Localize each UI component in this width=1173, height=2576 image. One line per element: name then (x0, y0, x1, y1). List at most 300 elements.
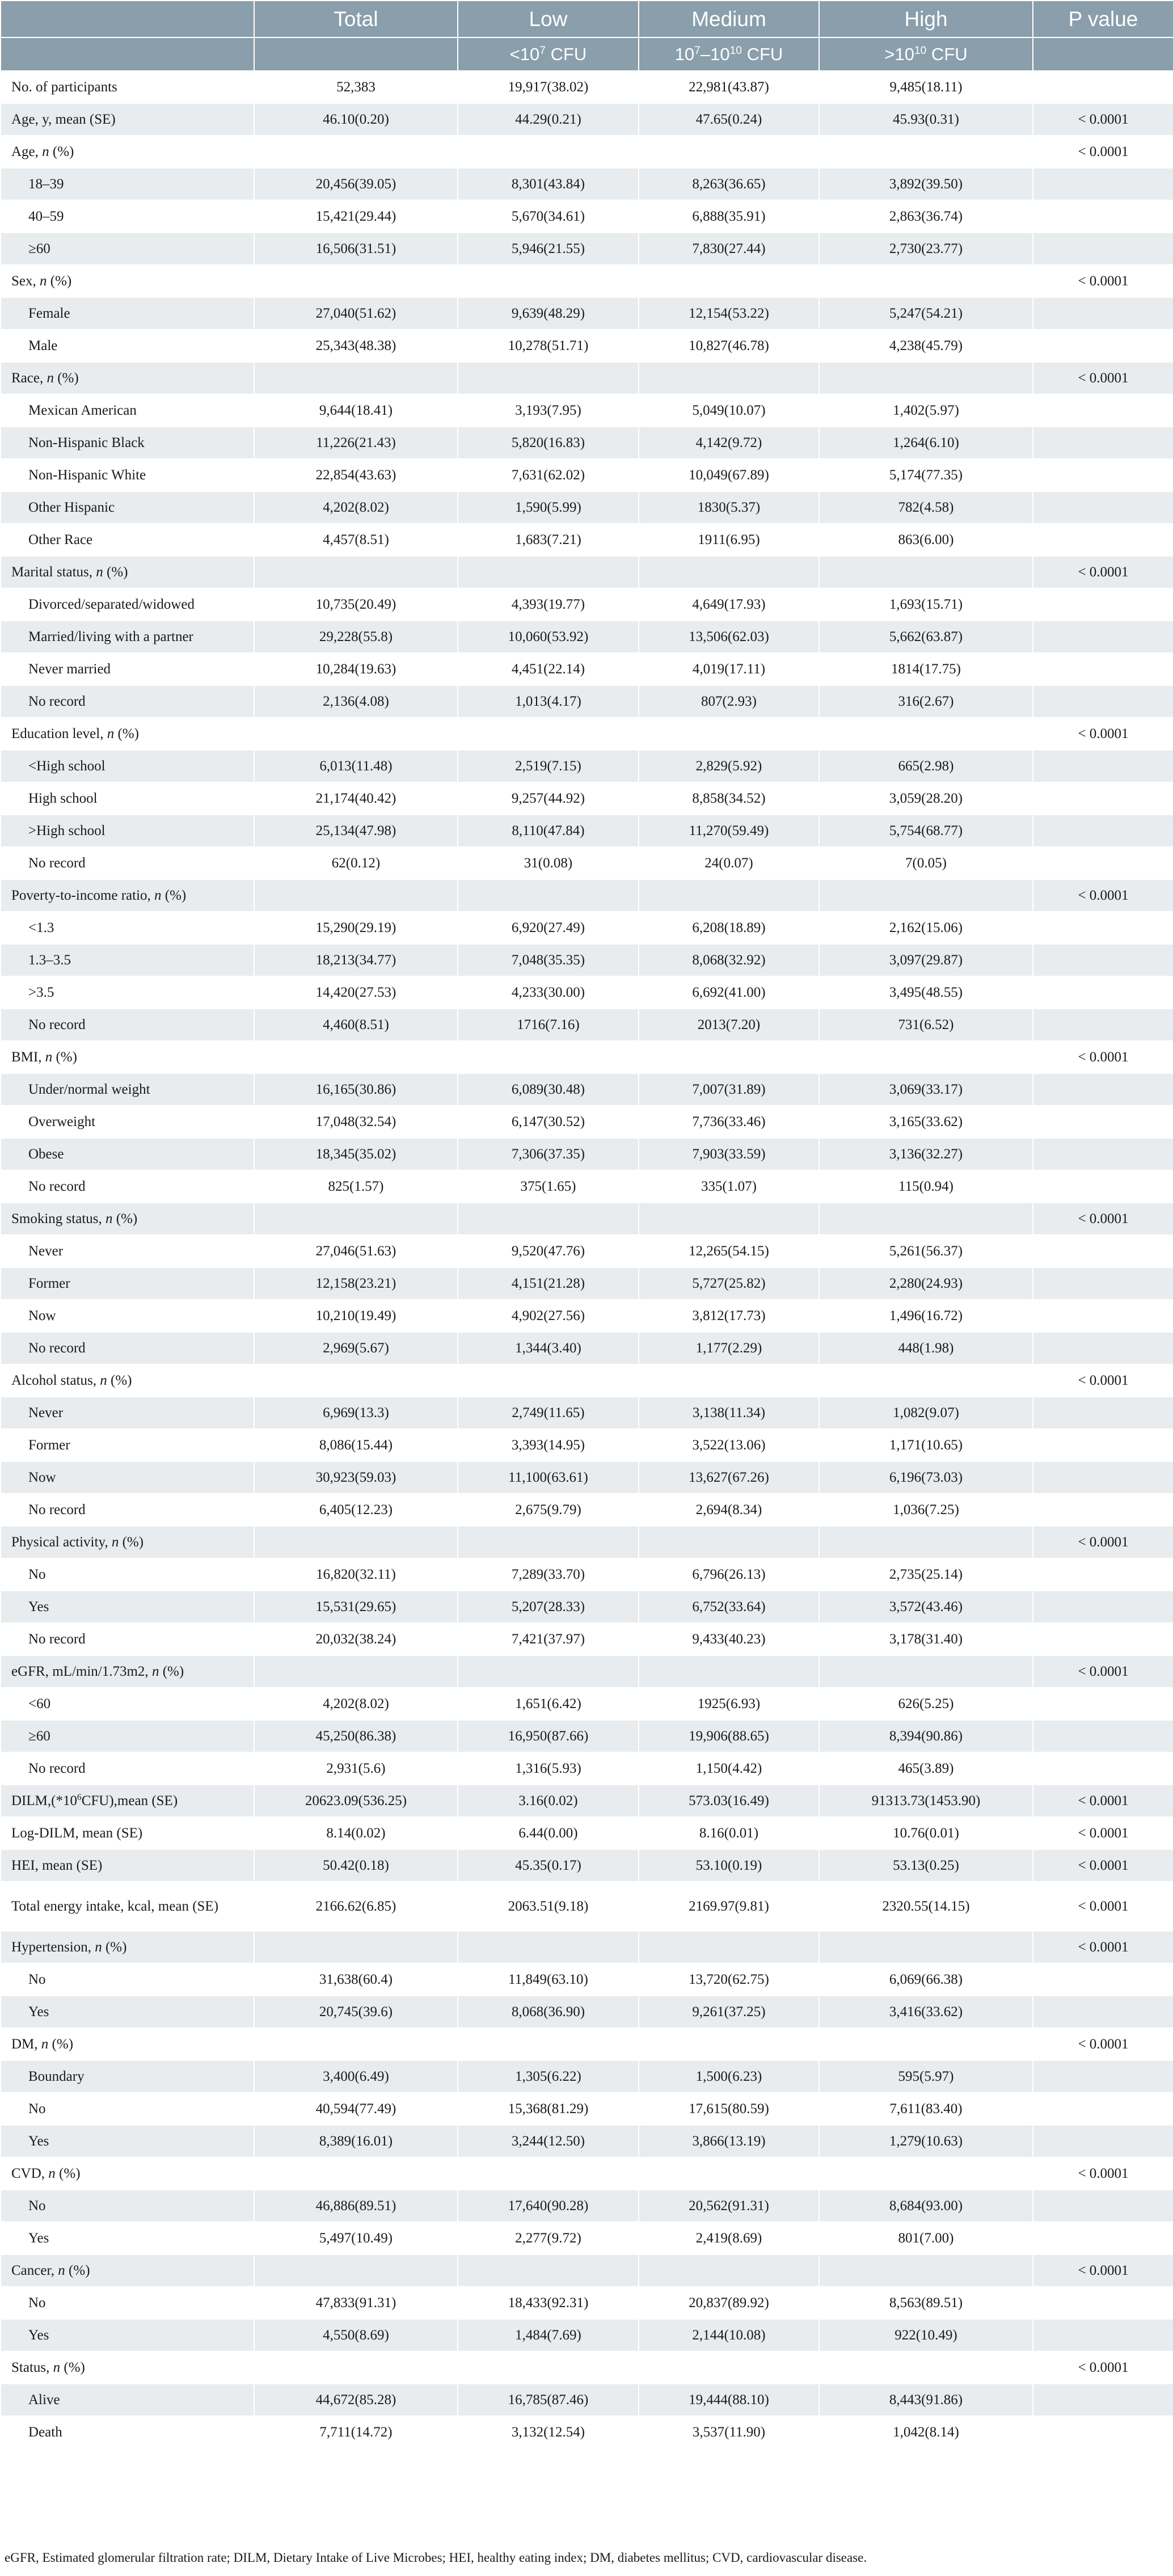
total-cell: 4,550(8.69) (254, 2319, 458, 2351)
high-cell (819, 265, 1033, 297)
header-pvalue: P value (1033, 1, 1173, 37)
medium-cell: 17,615(80.59) (639, 2093, 819, 2125)
low-cell: 3,393(14.95) (458, 1429, 639, 1461)
high-cell: 8,394(90.86) (819, 1720, 1033, 1752)
pvalue-cell (1033, 976, 1173, 1009)
low-cell: 7,306(37.35) (458, 1138, 639, 1170)
medium-cell: 4,649(17.93) (639, 588, 819, 621)
high-cell: 3,165(33.62) (819, 1106, 1033, 1138)
low-cell: 1,651(6.42) (458, 1688, 639, 1720)
medium-cell: 12,265(54.15) (639, 1235, 819, 1267)
pvalue-cell (1033, 1461, 1173, 1494)
table-row (1, 1591, 1173, 1623)
pvalue-cell: < 0.0001 (1033, 1931, 1173, 1963)
pvalue-cell: < 0.0001 (1033, 2157, 1173, 2190)
row-label: HEI, mean (SE) (1, 1849, 254, 1882)
low-cell: 4,451(22.14) (458, 653, 639, 685)
table-row (1, 1688, 1173, 1720)
low-cell: 1,013(4.17) (458, 685, 639, 718)
medium-cell: 807(2.93) (639, 685, 819, 718)
pvalue-cell (1033, 1688, 1173, 1720)
high-cell (819, 1655, 1033, 1688)
pvalue-cell (1033, 1429, 1173, 1461)
high-cell: 316(2.67) (819, 685, 1033, 718)
table-row (1, 912, 1173, 944)
medium-cell: 7,903(33.59) (639, 1138, 819, 1170)
total-cell: 4,202(8.02) (254, 491, 458, 524)
high-cell: 9,485(18.11) (819, 71, 1033, 103)
high-cell (819, 556, 1033, 588)
pvalue-cell (1033, 1963, 1173, 1996)
total-cell: 15,531(29.65) (254, 1591, 458, 1623)
total-cell: 25,343(48.38) (254, 330, 458, 362)
medium-cell: 9,261(37.25) (639, 1996, 819, 2028)
table-row (1, 750, 1173, 782)
row-sublabel: Yes (1, 1591, 254, 1623)
pvalue-cell (1033, 459, 1173, 491)
low-cell: 9,520(47.76) (458, 1235, 639, 1267)
table-row (1, 2319, 1173, 2351)
high-cell: 1,402(5.97) (819, 394, 1033, 427)
total-cell: 29,228(55.8) (254, 621, 458, 653)
pvalue-cell: < 0.0001 (1033, 1203, 1173, 1235)
medium-cell: 4,019(17.11) (639, 653, 819, 685)
pvalue-cell: < 0.0001 (1033, 1655, 1173, 1688)
medium-cell: 10,049(67.89) (639, 459, 819, 491)
total-cell: 6,013(11.48) (254, 750, 458, 782)
medium-cell (639, 1526, 819, 1558)
pvalue-cell (1033, 685, 1173, 718)
pvalue-cell (1033, 2222, 1173, 2254)
total-cell: 21,174(40.42) (254, 782, 458, 815)
row-sublabel: Yes (1, 1996, 254, 2028)
row-sublabel: No record (1, 1170, 254, 1203)
medium-cell: 8,858(34.52) (639, 782, 819, 815)
high-cell: 7,611(83.40) (819, 2093, 1033, 2125)
high-cell (819, 362, 1033, 394)
header-low: Low (458, 1, 639, 37)
medium-range-base1: 10 (674, 44, 695, 64)
low-cell (458, 136, 639, 168)
total-cell: 27,046(51.63) (254, 1235, 458, 1267)
row-label: Age, n (%) (1, 136, 254, 168)
total-cell: 9,644(18.41) (254, 394, 458, 427)
low-cell (458, 1931, 639, 1963)
medium-cell: 2,829(5.92) (639, 750, 819, 782)
total-cell (254, 1364, 458, 1397)
table-row (1, 1203, 1173, 1235)
table-row (1, 362, 1173, 394)
low-cell: 9,257(44.92) (458, 782, 639, 815)
high-cell: 3,069(33.17) (819, 1073, 1033, 1106)
total-cell: 15,421(29.44) (254, 200, 458, 233)
table-row (1, 265, 1173, 297)
total-cell: 45,250(86.38) (254, 1720, 458, 1752)
high-cell (819, 2351, 1033, 2384)
medium-cell (639, 1041, 819, 1073)
pvalue-cell (1033, 427, 1173, 459)
low-cell: 2063.51(9.18) (458, 1882, 639, 1931)
total-cell: 18,345(35.02) (254, 1138, 458, 1170)
high-range-exponent: 10 (914, 44, 927, 57)
pvalue-cell (1033, 297, 1173, 330)
low-cell: 3,244(12.50) (458, 2125, 639, 2157)
high-cell: 1814(17.75) (819, 653, 1033, 685)
total-cell: 2,969(5.67) (254, 1332, 458, 1364)
table-row (1, 2384, 1173, 2416)
low-cell: 31(0.08) (458, 847, 639, 879)
total-cell (254, 556, 458, 588)
medium-cell: 53.10(0.19) (639, 1849, 819, 1882)
high-cell: 465(3.89) (819, 1752, 1033, 1785)
table-row (1, 1009, 1173, 1041)
header-medium-range (639, 37, 819, 71)
header-total: Total (254, 1, 458, 37)
low-cell: 6,920(27.49) (458, 912, 639, 944)
high-cell (819, 2028, 1033, 2060)
total-cell: 2166.62(6.85) (254, 1882, 458, 1931)
total-cell: 20,032(38.24) (254, 1623, 458, 1655)
low-cell: 2,277(9.72) (458, 2222, 639, 2254)
row-sublabel: Death (1, 2416, 254, 2448)
row-label: Cancer, n (%) (1, 2254, 254, 2287)
pvalue-cell (1033, 944, 1173, 976)
medium-cell: 12,154(53.22) (639, 297, 819, 330)
row-sublabel: 18–39 (1, 168, 254, 200)
high-cell: 3,136(32.27) (819, 1138, 1033, 1170)
high-cell (819, 1041, 1033, 1073)
medium-cell: 3,522(13.06) (639, 1429, 819, 1461)
medium-cell: 3,138(11.34) (639, 1397, 819, 1429)
total-cell: 20623.09(536.25) (254, 1785, 458, 1817)
row-sublabel: Divorced/separated/widowed (1, 588, 254, 621)
row-sublabel: <60 (1, 1688, 254, 1720)
medium-cell (639, 556, 819, 588)
total-cell: 16,820(32.11) (254, 1558, 458, 1591)
high-cell: 5,662(63.87) (819, 621, 1033, 653)
pvalue-cell (1033, 2060, 1173, 2093)
pvalue-cell (1033, 1073, 1173, 1106)
total-cell: 16,165(30.86) (254, 1073, 458, 1106)
high-cell: 782(4.58) (819, 491, 1033, 524)
high-cell: 1,171(10.65) (819, 1429, 1033, 1461)
header-medium: Medium (639, 1, 819, 37)
high-cell: 2,735(25.14) (819, 1558, 1033, 1591)
pvalue-cell (1033, 2190, 1173, 2222)
low-cell: 6.44(0.00) (458, 1817, 639, 1849)
low-cell (458, 1364, 639, 1397)
high-cell: 3,892(39.50) (819, 168, 1033, 200)
medium-range-base2: –10 (700, 44, 730, 64)
header-row-group-names (1, 1, 1173, 37)
pvalue-cell: < 0.0001 (1033, 1364, 1173, 1397)
row-label: Alcohol status, n (%) (1, 1364, 254, 1397)
table-row (1, 1996, 1173, 2028)
pvalue-cell: < 0.0001 (1033, 136, 1173, 168)
table-row (1, 1849, 1173, 1882)
high-range-unit: CFU (926, 44, 968, 64)
row-sublabel: Yes (1, 2319, 254, 2351)
high-cell: 3,416(33.62) (819, 1996, 1033, 2028)
low-cell: 7,421(37.97) (458, 1623, 639, 1655)
medium-cell (639, 2254, 819, 2287)
row-sublabel: No (1, 1963, 254, 1996)
table-row (1, 1882, 1173, 1931)
table-row (1, 621, 1173, 653)
header-empty-cell (1, 1, 254, 37)
high-cell (819, 1526, 1033, 1558)
medium-cell: 335(1.07) (639, 1170, 819, 1203)
total-cell: 31,638(60.4) (254, 1963, 458, 1996)
medium-cell: 20,837(89.92) (639, 2287, 819, 2319)
low-cell: 3,193(7.95) (458, 394, 639, 427)
row-sublabel: No (1, 1558, 254, 1591)
table-row (1, 427, 1173, 459)
total-cell: 10,284(19.63) (254, 653, 458, 685)
row-label: Education level, n (%) (1, 718, 254, 750)
total-cell (254, 879, 458, 912)
row-sublabel: Never married (1, 653, 254, 685)
total-cell: 2,931(5.6) (254, 1752, 458, 1785)
low-cell: 17,640(90.28) (458, 2190, 639, 2222)
total-cell: 20,456(39.05) (254, 168, 458, 200)
pvalue-cell (1033, 1996, 1173, 2028)
total-cell: 10,735(20.49) (254, 588, 458, 621)
table-row (1, 233, 1173, 265)
table-row (1, 2190, 1173, 2222)
medium-cell: 1830(5.37) (639, 491, 819, 524)
pvalue-cell (1033, 588, 1173, 621)
header-high-range (819, 37, 1033, 71)
high-cell (819, 718, 1033, 750)
low-cell (458, 2157, 639, 2190)
medium-cell: 6,208(18.89) (639, 912, 819, 944)
row-sublabel: Now (1, 1300, 254, 1332)
high-cell: 5,247(54.21) (819, 297, 1033, 330)
medium-cell (639, 2157, 819, 2190)
row-sublabel: <1.3 (1, 912, 254, 944)
medium-cell: 1,177(2.29) (639, 1332, 819, 1364)
low-cell (458, 265, 639, 297)
medium-cell: 6,692(41.00) (639, 976, 819, 1009)
row-sublabel: 40–59 (1, 200, 254, 233)
pvalue-cell (1033, 2287, 1173, 2319)
high-cell: 4,238(45.79) (819, 330, 1033, 362)
low-cell (458, 1203, 639, 1235)
row-sublabel: No (1, 2190, 254, 2222)
total-cell: 825(1.57) (254, 1170, 458, 1203)
total-cell: 40,594(77.49) (254, 2093, 458, 2125)
pvalue-cell (1033, 233, 1173, 265)
row-label: Age, y, mean (SE) (1, 103, 254, 136)
row-label: Hypertension, n (%) (1, 1931, 254, 1963)
table-row (1, 782, 1173, 815)
high-range-base: >10 (884, 44, 914, 64)
table-row (1, 1041, 1173, 1073)
high-cell (819, 1203, 1033, 1235)
medium-range-exponent2: 10 (729, 44, 742, 57)
total-cell: 7,711(14.72) (254, 2416, 458, 2448)
table-row (1, 1963, 1173, 1996)
total-cell: 8,086(15.44) (254, 1429, 458, 1461)
row-sublabel: Never (1, 1235, 254, 1267)
total-cell: 62(0.12) (254, 847, 458, 879)
pvalue-cell (1033, 621, 1173, 653)
pvalue-cell (1033, 1235, 1173, 1267)
table-row (1, 944, 1173, 976)
high-cell: 1,496(16.72) (819, 1300, 1033, 1332)
total-cell: 18,213(34.77) (254, 944, 458, 976)
pvalue-cell (1033, 200, 1173, 233)
total-cell: 11,226(21.43) (254, 427, 458, 459)
medium-cell: 6,796(26.13) (639, 1558, 819, 1591)
pvalue-cell (1033, 1623, 1173, 1655)
pvalue-cell (1033, 168, 1173, 200)
medium-cell: 13,720(62.75) (639, 1963, 819, 1996)
low-range-unit: CFU (545, 44, 587, 64)
table-row (1, 1785, 1173, 1817)
row-sublabel: Under/normal weight (1, 1073, 254, 1106)
row-label: Poverty-to-income ratio, n (%) (1, 879, 254, 912)
medium-cell: 573.03(16.49) (639, 1785, 819, 1817)
low-cell: 44.29(0.21) (458, 103, 639, 136)
row-sublabel: Female (1, 297, 254, 330)
high-cell: 10.76(0.01) (819, 1817, 1033, 1849)
pvalue-cell (1033, 1591, 1173, 1623)
table-row (1, 394, 1173, 427)
low-cell (458, 1041, 639, 1073)
pvalue-cell: < 0.0001 (1033, 1041, 1173, 1073)
medium-cell: 1,150(4.42) (639, 1752, 819, 1785)
high-cell (819, 879, 1033, 912)
medium-cell: 1911(6.95) (639, 524, 819, 556)
low-cell: 1,484(7.69) (458, 2319, 639, 2351)
pvalue-cell: < 0.0001 (1033, 103, 1173, 136)
low-cell: 4,233(30.00) (458, 976, 639, 1009)
table-row (1, 71, 1173, 103)
low-cell: 2,749(11.65) (458, 1397, 639, 1429)
pvalue-cell: < 0.0001 (1033, 1526, 1173, 1558)
low-cell: 10,278(51.71) (458, 330, 639, 362)
medium-cell: 20,562(91.31) (639, 2190, 819, 2222)
high-cell: 8,563(89.51) (819, 2287, 1033, 2319)
pvalue-cell (1033, 1720, 1173, 1752)
row-sublabel: No record (1, 1494, 254, 1526)
total-cell (254, 265, 458, 297)
high-cell: 8,684(93.00) (819, 2190, 1033, 2222)
table-row (1, 976, 1173, 1009)
high-cell: 1,082(9.07) (819, 1397, 1033, 1429)
low-cell: 7,048(35.35) (458, 944, 639, 976)
total-cell: 8,389(16.01) (254, 2125, 458, 2157)
row-sublabel: Yes (1, 2125, 254, 2157)
high-cell: 3,178(31.40) (819, 1623, 1033, 1655)
medium-range-unit: CFU (741, 44, 783, 64)
pvalue-cell: < 0.0001 (1033, 2254, 1173, 2287)
table-row (1, 459, 1173, 491)
table-row (1, 685, 1173, 718)
pvalue-cell: < 0.0001 (1033, 1882, 1173, 1931)
low-cell: 18,433(92.31) (458, 2287, 639, 2319)
medium-cell: 22,981(43.87) (639, 71, 819, 103)
medium-cell: 47.65(0.24) (639, 103, 819, 136)
low-cell: 1716(7.16) (458, 1009, 639, 1041)
medium-cell: 10,827(46.78) (639, 330, 819, 362)
table-row (1, 1558, 1173, 1591)
medium-cell (639, 1655, 819, 1688)
low-cell: 6,089(30.48) (458, 1073, 639, 1106)
high-cell (819, 136, 1033, 168)
pvalue-cell: < 0.0001 (1033, 718, 1173, 750)
high-cell: 6,196(73.03) (819, 1461, 1033, 1494)
pvalue-cell (1033, 2319, 1173, 2351)
medium-cell: 3,812(17.73) (639, 1300, 819, 1332)
pvalue-cell: < 0.0001 (1033, 2351, 1173, 2384)
pvalue-cell (1033, 2093, 1173, 2125)
row-sublabel: No record (1, 1752, 254, 1785)
high-cell: 448(1.98) (819, 1332, 1033, 1364)
low-cell: 7,631(62.02) (458, 459, 639, 491)
table-row (1, 136, 1173, 168)
pvalue-cell (1033, 782, 1173, 815)
table-row (1, 330, 1173, 362)
table-row (1, 1461, 1173, 1494)
pvalue-cell (1033, 2384, 1173, 2416)
pvalue-cell (1033, 491, 1173, 524)
pvalue-cell: < 0.0001 (1033, 1849, 1173, 1882)
table-row (1, 2125, 1173, 2157)
high-cell (819, 2254, 1033, 2287)
total-cell: 15,290(29.19) (254, 912, 458, 944)
row-sublabel: No record (1, 847, 254, 879)
table-row (1, 1623, 1173, 1655)
table-row (1, 2157, 1173, 2190)
high-cell: 2320.55(14.15) (819, 1882, 1033, 1931)
medium-cell (639, 2028, 819, 2060)
medium-cell: 9,433(40.23) (639, 1623, 819, 1655)
total-cell (254, 2351, 458, 2384)
high-cell: 115(0.94) (819, 1170, 1033, 1203)
header-row-ranges (1, 37, 1173, 71)
low-cell: 8,110(47.84) (458, 815, 639, 847)
high-cell: 2,730(23.77) (819, 233, 1033, 265)
pvalue-cell (1033, 524, 1173, 556)
low-range-base: <10 (509, 44, 540, 64)
total-cell (254, 1203, 458, 1235)
table-row (1, 2060, 1173, 2093)
pvalue-cell (1033, 1558, 1173, 1591)
high-cell: 2,162(15.06) (819, 912, 1033, 944)
row-label: Sex, n (%) (1, 265, 254, 297)
table-row (1, 103, 1173, 136)
total-cell: 2,136(4.08) (254, 685, 458, 718)
table-row (1, 1267, 1173, 1300)
row-sublabel: Other Hispanic (1, 491, 254, 524)
low-cell (458, 2028, 639, 2060)
high-cell: 595(5.97) (819, 2060, 1033, 2093)
medium-cell (639, 265, 819, 297)
row-label: $DILM,(*10^6CFU),mean$ (SE) (1, 1785, 254, 1817)
row-sublabel: Former (1, 1429, 254, 1461)
row-label: Physical activity, n (%) (1, 1526, 254, 1558)
row-sublabel: Now (1, 1461, 254, 1494)
medium-cell: 13,627(67.26) (639, 1461, 819, 1494)
table-row (1, 815, 1173, 847)
medium-cell: 5,727(25.82) (639, 1267, 819, 1300)
total-cell: 4,460(8.51) (254, 1009, 458, 1041)
table-row (1, 1397, 1173, 1429)
table-row (1, 588, 1173, 621)
